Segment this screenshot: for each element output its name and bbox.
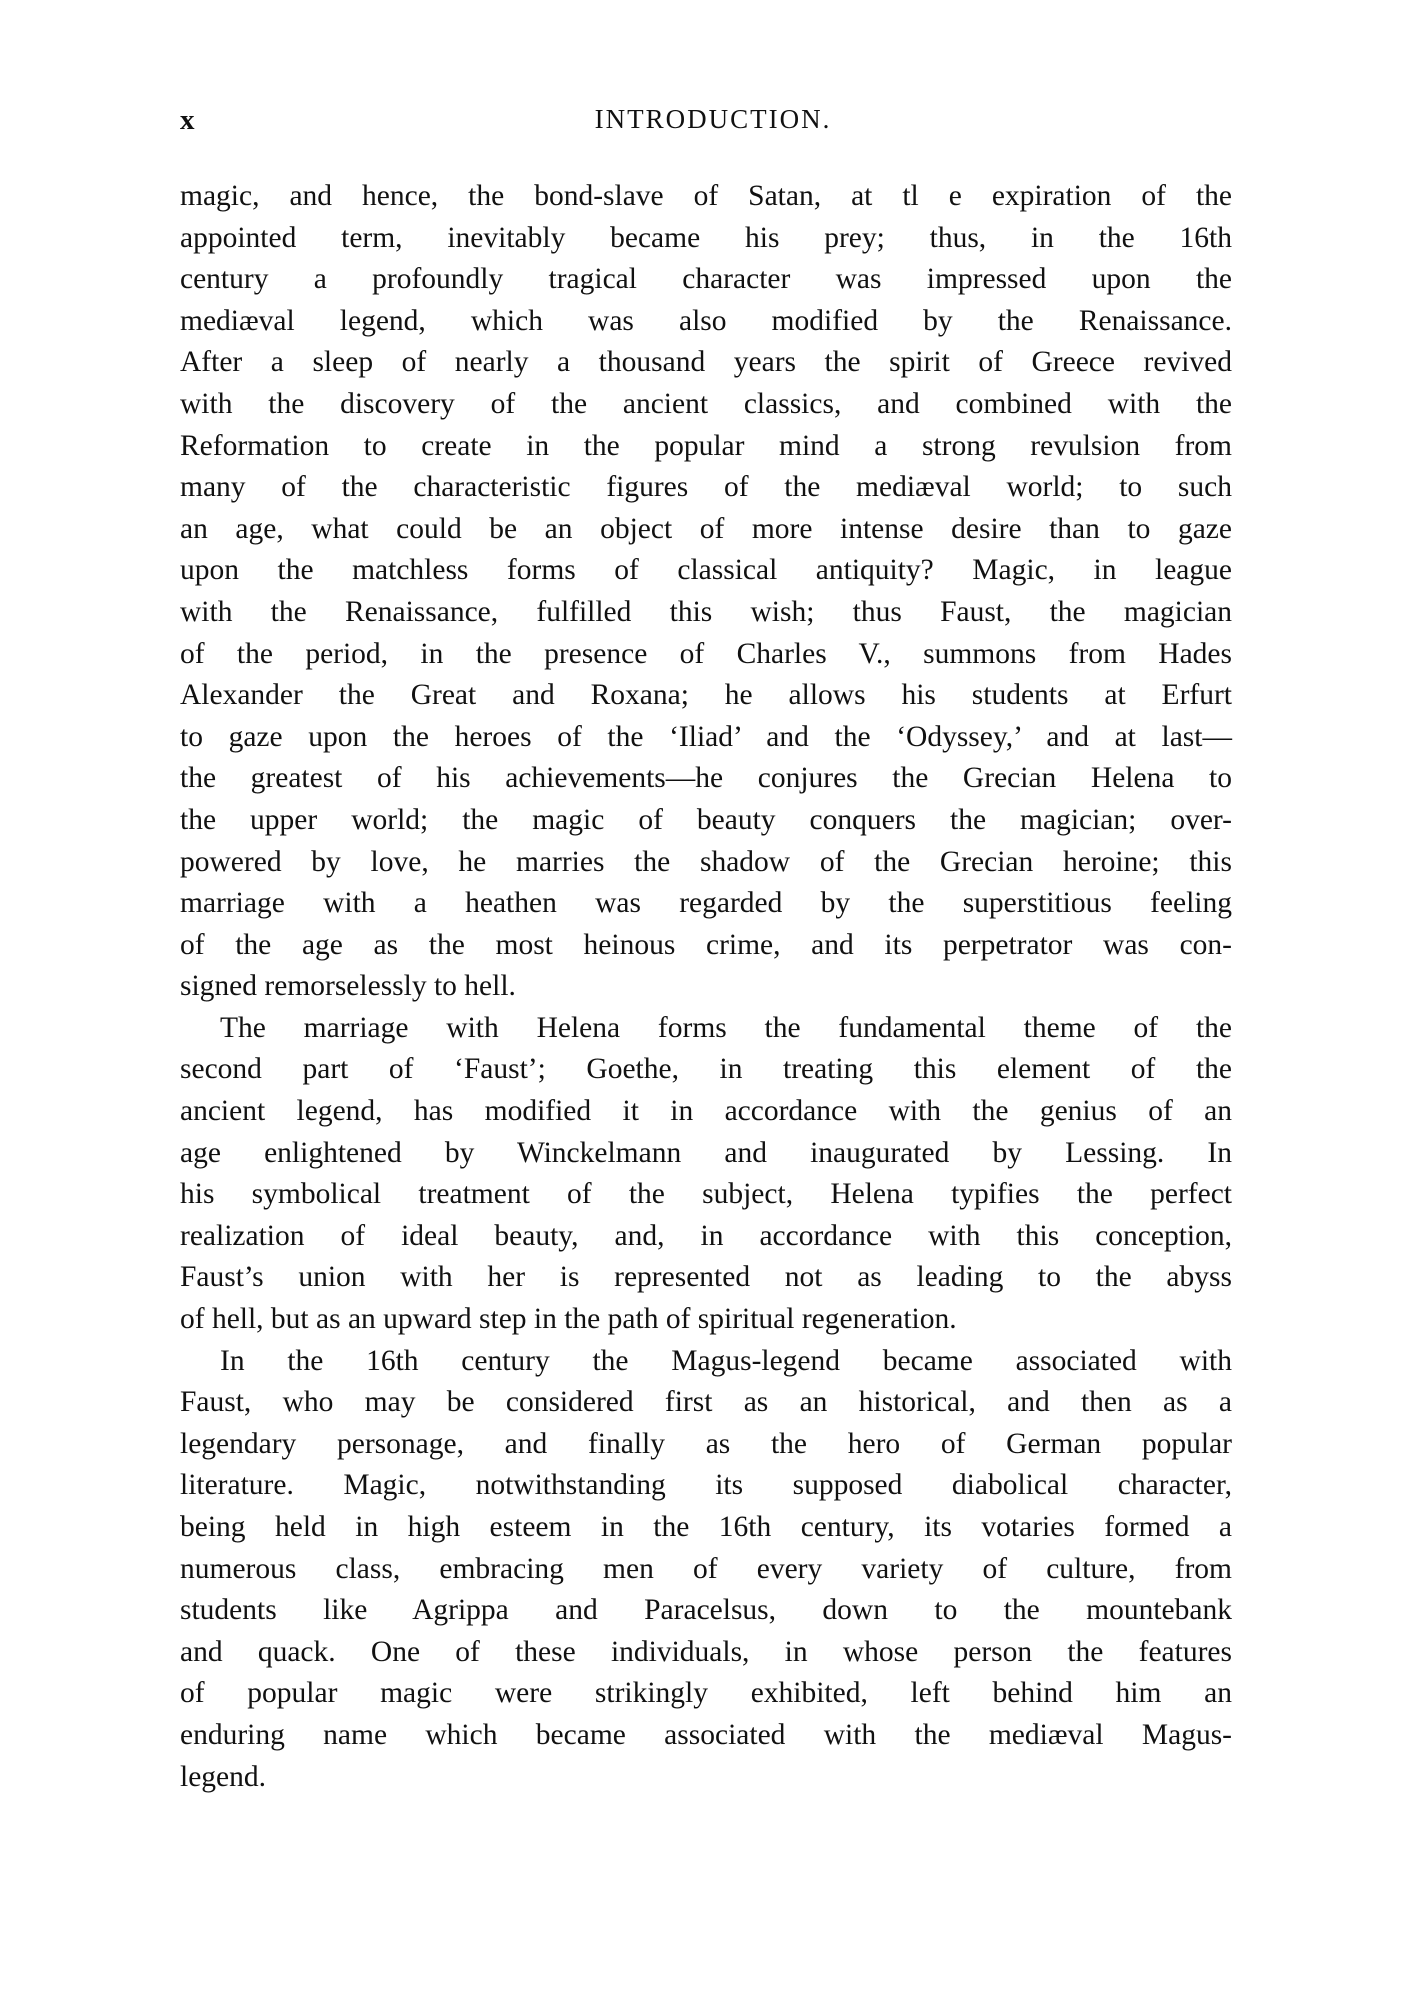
text-line: appointed term, inevitably became his prey; thus, in the 16th (180, 221, 1232, 254)
text-line: legendary personage, and finally as the hero of German popular (180, 1427, 1232, 1460)
text-line: enduring name which became associated with the mediæval Magus- (180, 1718, 1232, 1751)
text-line: mediæval legend, which was also modified by the Renaissance. (180, 304, 1232, 337)
section-title: INTRODUCTION. (594, 104, 832, 134)
text-line: of popular magic were strikingly exhibited, left behind him an (180, 1677, 1232, 1710)
text-line: signed remorselessly to hell. (180, 970, 516, 1003)
text-line: the greatest of his achievements—he conjures the Grecian Helena to (180, 762, 1232, 795)
text-line: magic, and hence, the bond-slave of Satan, at tl e expiration of the (180, 180, 1232, 212)
text-line: century a profoundly tragical character was impressed upon the (180, 263, 1232, 296)
text-line: of the age as the most heinous crime, and its perpetrator was con- (180, 928, 1232, 961)
text-line: of the period, in the presence of Charles V., summons from Hades (180, 637, 1232, 670)
text-line: numerous class, embracing men of every variety of culture, from (180, 1552, 1232, 1585)
text-line: Alexander the Great and Roxana; he allows his students at Erfurt (180, 679, 1232, 712)
text-line: with the discovery of the ancient classics, and combined with the (180, 387, 1232, 420)
text-line: Faust, who may be considered first as an historical, and then as a (180, 1386, 1232, 1419)
text-line: and quack. One of these individuals, in whose person the features (180, 1635, 1232, 1668)
paragraph-3 (180, 1341, 1232, 1799)
text-line: upon the matchless forms of classical antiquity? Magic, in league (180, 554, 1232, 587)
paragraph-1 (180, 176, 1232, 1008)
running-head (180, 104, 1232, 148)
text-line: The marriage with Helena forms the fundamental theme of the (220, 1011, 1232, 1044)
text-line: powered by love, he marries the shadow of the Grecian heroine; this (180, 845, 1232, 878)
text-line: many of the characteristic figures of the mediæval world; to such (180, 471, 1232, 504)
text-line: ancient legend, has modified it in accordance with the genius of an (180, 1095, 1232, 1128)
text-line: Reformation to create in the popular mind a strong revulsion from (180, 429, 1232, 462)
text-line: second part of ‘Faust’; Goethe, in treating this element of the (180, 1053, 1232, 1086)
text-line: realization of ideal beauty, and, in accordance with this conception, (180, 1219, 1232, 1252)
text-line: Faust’s union with her is represented not as leading to the abyss (180, 1261, 1232, 1294)
page-number: x (180, 104, 196, 136)
body-text (180, 176, 1232, 1798)
paragraph-2 (180, 1008, 1232, 1341)
text-line: being held in high esteem in the 16th century, its votaries formed a (180, 1511, 1232, 1543)
text-line: marriage with a heathen was regarded by the superstitious feeling (180, 887, 1232, 920)
text-line: In the 16th century the Magus-legend became associated with (220, 1344, 1232, 1377)
text-line: to gaze upon the heroes of the ‘Iliad’ and the ‘Odyssey,’ and at last— (180, 720, 1232, 753)
text-line: with the Renaissance, fulfilled this wish; thus Faust, the magician (180, 595, 1232, 628)
paragraph-list (180, 176, 1232, 1798)
text-line: the upper world; the magic of beauty conquers the magician; over- (180, 803, 1232, 836)
book-page (180, 104, 1232, 1798)
text-line: legend. (180, 1760, 267, 1793)
text-line: After a sleep of nearly a thousand years the spirit of Greece revived (180, 346, 1232, 379)
text-line: his symbolical treatment of the subject, Helena typifies the perfect (180, 1178, 1232, 1211)
text-line: of hell, but as an upward step in the path of spiritual regeneration. (180, 1303, 957, 1336)
text-line: age enlightened by Winckelmann and inaugurated by Lessing. In (180, 1136, 1232, 1169)
text-line: students like Agrippa and Paracelsus, down to the mountebank (180, 1594, 1232, 1627)
text-line: literature. Magic, notwithstanding its supposed diabolical character, (180, 1469, 1232, 1502)
text-line: an age, what could be an object of more intense desire than to gaze (180, 512, 1232, 545)
